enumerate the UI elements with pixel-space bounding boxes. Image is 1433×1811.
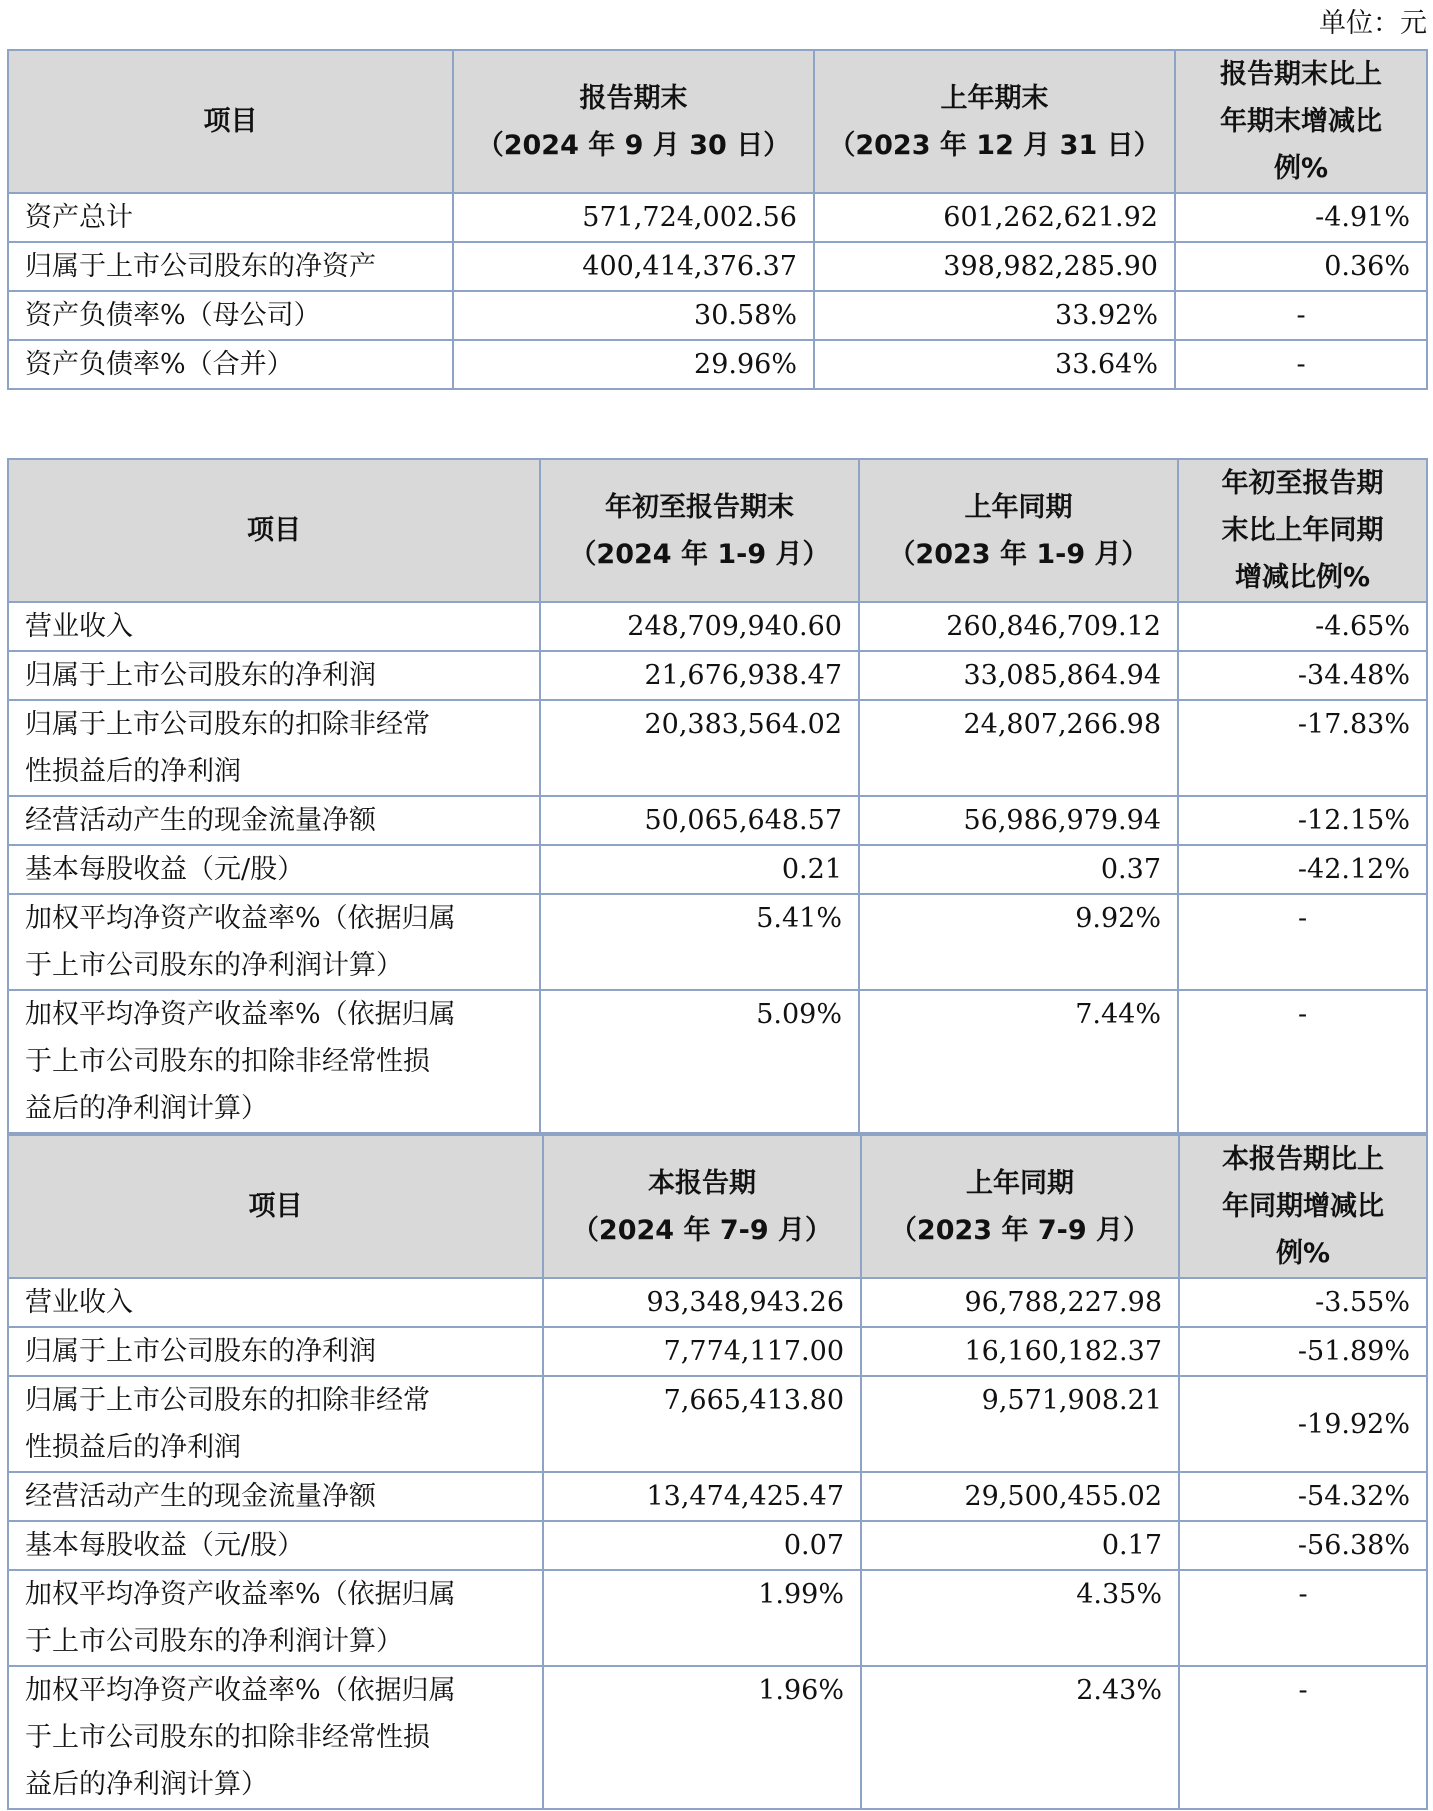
cell-previous: 33,085,864.94: [859, 651, 1178, 700]
ytd-table: [7, 458, 1428, 1134]
row-label: 归属于上市公司股东的扣除非经常 性损益后的净利润: [8, 700, 540, 796]
header-period-end: 报告期末 （2024 年 9 月 30 日）: [453, 50, 814, 193]
row-label: 营业收入: [8, 1278, 543, 1327]
row-label: 归属于上市公司股东的净利润: [8, 651, 540, 700]
row-label: 归属于上市公司股东的净资产: [8, 242, 453, 291]
table-header-row: [8, 50, 1427, 193]
header-item: 项目: [8, 50, 453, 193]
cell-current: 571,724,002.56: [453, 193, 814, 242]
cell-previous: 4.35%: [861, 1570, 1179, 1666]
table-row: [8, 796, 1427, 845]
row-label: 基本每股收益（元/股）: [8, 845, 540, 894]
cell-change: 0.36%: [1175, 242, 1427, 291]
cell-change: -19.92%: [1179, 1376, 1427, 1472]
header-current-period: 本报告期 （2024 年 7-9 月）: [543, 1135, 861, 1278]
cell-current: 20,383,564.02: [540, 700, 859, 796]
table-row: [8, 1472, 1427, 1521]
quarter-table: [7, 1134, 1428, 1810]
table-row: [8, 651, 1427, 700]
header-ytd: 年初至报告期末 （2024 年 1-9 月）: [540, 459, 859, 602]
cell-previous: 0.37: [859, 845, 1178, 894]
header-prev-ytd: 上年同期 （2023 年 1-9 月）: [859, 459, 1178, 602]
cell-change: -: [1179, 1570, 1427, 1666]
cell-previous: 33.92%: [814, 291, 1175, 340]
cell-change: -: [1175, 340, 1427, 389]
cell-change: -: [1178, 894, 1427, 990]
table-row: [8, 340, 1427, 389]
cell-previous: 29,500,455.02: [861, 1472, 1179, 1521]
cell-change: -34.48%: [1178, 651, 1427, 700]
unit-label: 单位：元: [1319, 8, 1427, 39]
row-label: 营业收入: [8, 602, 540, 651]
table-row: [8, 1327, 1427, 1376]
cell-previous: 24,807,266.98: [859, 700, 1178, 796]
row-label: 经营活动产生的现金流量净额: [8, 1472, 543, 1521]
row-label: 归属于上市公司股东的净利润: [8, 1327, 543, 1376]
cell-previous: 0.17: [861, 1521, 1179, 1570]
cell-previous: 33.64%: [814, 340, 1175, 389]
table-header-row: [8, 1135, 1427, 1278]
row-label: 归属于上市公司股东的扣除非经常 性损益后的净利润: [8, 1376, 543, 1472]
cell-change: -: [1175, 291, 1427, 340]
cell-previous: 9.92%: [859, 894, 1178, 990]
cell-current: 29.96%: [453, 340, 814, 389]
cell-change: -17.83%: [1178, 700, 1427, 796]
row-label: 资产负债率%（母公司）: [8, 291, 453, 340]
header-change-pct: 本报告期比上 年同期增减比 例%: [1179, 1135, 1427, 1278]
table-row: [8, 894, 1427, 990]
cell-previous: 7.44%: [859, 990, 1178, 1133]
table-header-row: [8, 459, 1427, 602]
row-label: 资产负债率%（合并）: [8, 340, 453, 389]
cell-previous: 2.43%: [861, 1666, 1179, 1809]
cell-current: 5.41%: [540, 894, 859, 990]
cell-current: 30.58%: [453, 291, 814, 340]
cell-change: -56.38%: [1179, 1521, 1427, 1570]
cell-current: 13,474,425.47: [543, 1472, 861, 1521]
row-label: 资产总计: [8, 193, 453, 242]
cell-previous: 398,982,285.90: [814, 242, 1175, 291]
header-prev-year-end: 上年期末 （2023 年 12 月 31 日）: [814, 50, 1175, 193]
table-row: [8, 193, 1427, 242]
cell-previous: 601,262,621.92: [814, 193, 1175, 242]
cell-current: 400,414,376.37: [453, 242, 814, 291]
table-row: [8, 1666, 1427, 1809]
cell-current: 5.09%: [540, 990, 859, 1133]
cell-current: 93,348,943.26: [543, 1278, 861, 1327]
balance-table: [7, 49, 1428, 390]
cell-change: -42.12%: [1178, 845, 1427, 894]
table-row: [8, 1278, 1427, 1327]
cell-previous: 16,160,182.37: [861, 1327, 1179, 1376]
table-row: [8, 242, 1427, 291]
header-change-pct: 报告期末比上 年期末增减比 例%: [1175, 50, 1427, 193]
cell-change: -3.55%: [1179, 1278, 1427, 1327]
table-row: [8, 990, 1427, 1133]
cell-current: 1.99%: [543, 1570, 861, 1666]
cell-current: 7,774,117.00: [543, 1327, 861, 1376]
cell-current: 7,665,413.80: [543, 1376, 861, 1472]
header-prev-period: 上年同期 （2023 年 7-9 月）: [861, 1135, 1179, 1278]
cell-change: -: [1178, 990, 1427, 1133]
table-row: [8, 1376, 1427, 1472]
cell-change: -54.32%: [1179, 1472, 1427, 1521]
row-label: 经营活动产生的现金流量净额: [8, 796, 540, 845]
cell-change: -: [1179, 1666, 1427, 1809]
table-row: [8, 845, 1427, 894]
row-label: 加权平均净资产收益率%（依据归属 于上市公司股东的净利润计算）: [8, 894, 540, 990]
cell-change: -4.91%: [1175, 193, 1427, 242]
row-label: 基本每股收益（元/股）: [8, 1521, 543, 1570]
table-row: [8, 602, 1427, 651]
cell-change: -12.15%: [1178, 796, 1427, 845]
row-label: 加权平均净资产收益率%（依据归属 于上市公司股东的净利润计算）: [8, 1570, 543, 1666]
cell-current: 0.07: [543, 1521, 861, 1570]
table-row: [8, 291, 1427, 340]
cell-change: -51.89%: [1179, 1327, 1427, 1376]
cell-previous: 56,986,979.94: [859, 796, 1178, 845]
table-row: [8, 700, 1427, 796]
cell-change: -4.65%: [1178, 602, 1427, 651]
table-row: [8, 1570, 1427, 1666]
header-change-pct: 年初至报告期 末比上年同期 增减比例%: [1178, 459, 1427, 602]
row-label: 加权平均净资产收益率%（依据归属 于上市公司股东的扣除非经常性损 益后的净利润计算）: [8, 1666, 543, 1809]
row-label: 加权平均净资产收益率%（依据归属 于上市公司股东的扣除非经常性损 益后的净利润计算）: [8, 990, 540, 1133]
cell-current: 0.21: [540, 845, 859, 894]
cell-current: 50,065,648.57: [540, 796, 859, 845]
cell-current: 248,709,940.60: [540, 602, 859, 651]
table-row: [8, 1521, 1427, 1570]
header-item: 项目: [8, 1135, 543, 1278]
cell-current: 21,676,938.47: [540, 651, 859, 700]
cell-previous: 96,788,227.98: [861, 1278, 1179, 1327]
header-item: 项目: [8, 459, 540, 602]
cell-previous: 9,571,908.21: [861, 1376, 1179, 1472]
cell-current: 1.96%: [543, 1666, 861, 1809]
cell-previous: 260,846,709.12: [859, 602, 1178, 651]
